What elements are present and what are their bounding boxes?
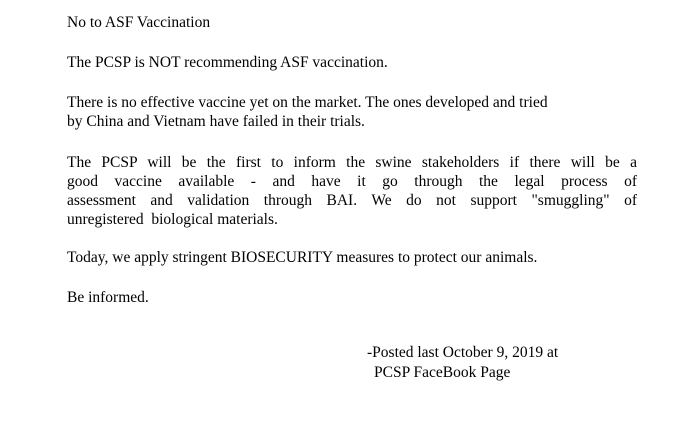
inform-line-3: assessment and validation through BAI. We do not support "smuggling" of: [67, 192, 637, 209]
document-title: No to ASF Vaccination: [67, 14, 211, 31]
inform-paragraph: [67, 153, 637, 229]
inform-line-4: unregistered biological materials.: [67, 211, 278, 228]
statement-paragraph: The PCSP is NOT recommending ASF vaccination.: [67, 54, 388, 71]
signature-line-2: PCSP FaceBook Page: [374, 364, 511, 381]
biosecurity-paragraph: Today, we apply stringent BIOSECURITY measures to protect our animals.: [67, 249, 538, 266]
inform-line-1: The PCSP will be the first to inform the swine stakeholders if there will be a: [67, 154, 637, 171]
closing-paragraph: Be informed.: [67, 289, 149, 306]
vaccine-line-1: There is no effective vaccine yet on the market. The ones developed and tried: [67, 94, 548, 111]
posting-signature: [367, 343, 558, 383]
inform-line-2: good vaccine available - and have it go through the legal process of: [67, 173, 637, 190]
vaccine-line-2: by China and Vietnam have failed in their trials.: [67, 113, 365, 130]
vaccine-paragraph: [67, 93, 637, 131]
signature-line-1: -Posted last October 9, 2019 at: [367, 344, 559, 361]
